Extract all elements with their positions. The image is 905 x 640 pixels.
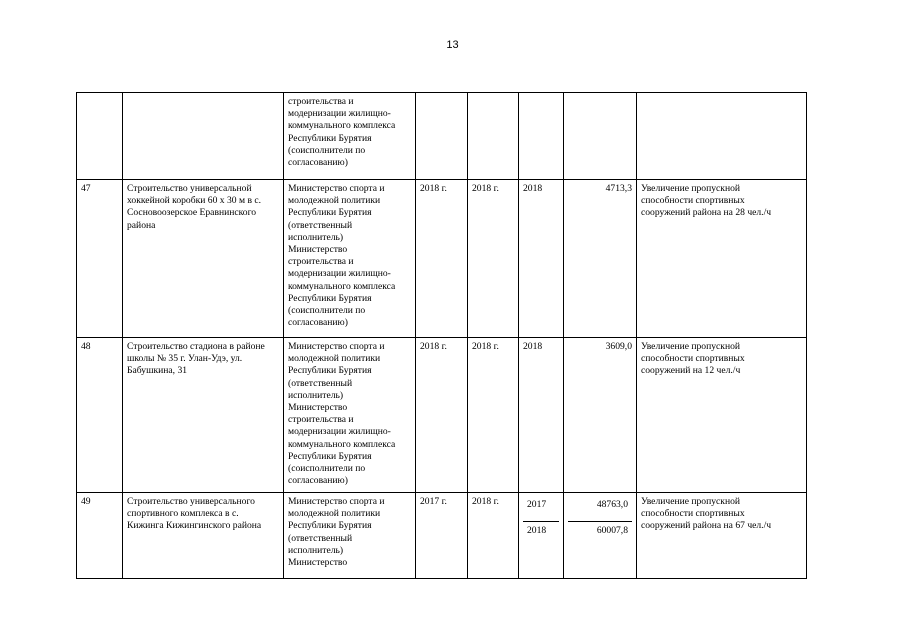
cell-num: 48 [77,338,123,493]
cell-start: 2017 г. [416,493,468,579]
cell-name: Строительство универсального спортивного комплекса в с. Кижинга Кижингинского района [123,493,284,579]
cell-name [123,93,284,180]
table-row [77,493,807,579]
cell-amounts [564,493,637,579]
cell-end: 2018 г. [468,338,519,493]
cell-result: Увеличение пропускной способности спортивных сооружений района на 28 чел./ч [637,180,807,338]
cell-start [416,93,468,180]
cell-num [77,93,123,180]
page-number: 13 [446,39,459,51]
cell-year: 2018 [519,338,564,493]
cell-num: 49 [77,493,123,579]
funding-year: 2017 [527,499,547,510]
cell-result: Увеличение пропускной способности спортивных сооружений на 12 чел./ч [637,338,807,493]
cell-result: Увеличение пропускной способности спортивных сооружений района на 67 чел./ч [637,493,807,579]
funding-year: 2018 [523,521,559,546]
cell-start: 2018 г. [416,180,468,338]
measures-table [76,92,807,579]
cell-years [519,493,564,579]
cell-name: Строительство стадиона в районе школы № 35 г. Улан-Удэ, ул. Бабушкина, 31 [123,338,284,493]
cell-num: 47 [77,180,123,338]
table-row-continuation [77,93,807,180]
cell-end [468,93,519,180]
cell-start: 2018 г. [416,338,468,493]
cell-result [637,93,807,180]
cell-amount [564,93,637,180]
table-row [77,180,807,338]
cell-executors: Министерство спорта и молодежной политики Республики Бурятия (ответственный исполнитель) Министерство [284,493,416,579]
cell-year [519,93,564,180]
cell-name: Строительство универсальной хоккейной коробки 60 х 30 м в с. Сосновоозерское Еравнинского района [123,180,284,338]
cell-end: 2018 г. [468,180,519,338]
cell-executors: строительства и модернизации жилищно- коммунального комплекса Республики Бурятия (соисполнители по согласованию) [284,93,416,180]
cell-end: 2018 г. [468,493,519,579]
cell-executors: Министерство спорта и молодежной политики Республики Бурятия (ответственный исполнитель) Министерство строительства и модернизации жилищно- коммунального комплекса Республики Бурятия (соисполнители по согласованию) [284,338,416,493]
funding-amount: 48763,0 [596,499,628,510]
cell-amount: 3609,0 [564,338,637,493]
cell-amount: 4713,3 [564,180,637,338]
cell-year: 2018 [519,180,564,338]
funding-amount: 60007,8 [568,521,632,546]
cell-executors: Министерство спорта и молодежной политики Республики Бурятия (ответственный исполнитель) Министерство строительства и модернизации жилищно- коммунального комплекса Республики Бурятия (соисполнители по согласованию) [284,180,416,338]
table-row [77,338,807,493]
